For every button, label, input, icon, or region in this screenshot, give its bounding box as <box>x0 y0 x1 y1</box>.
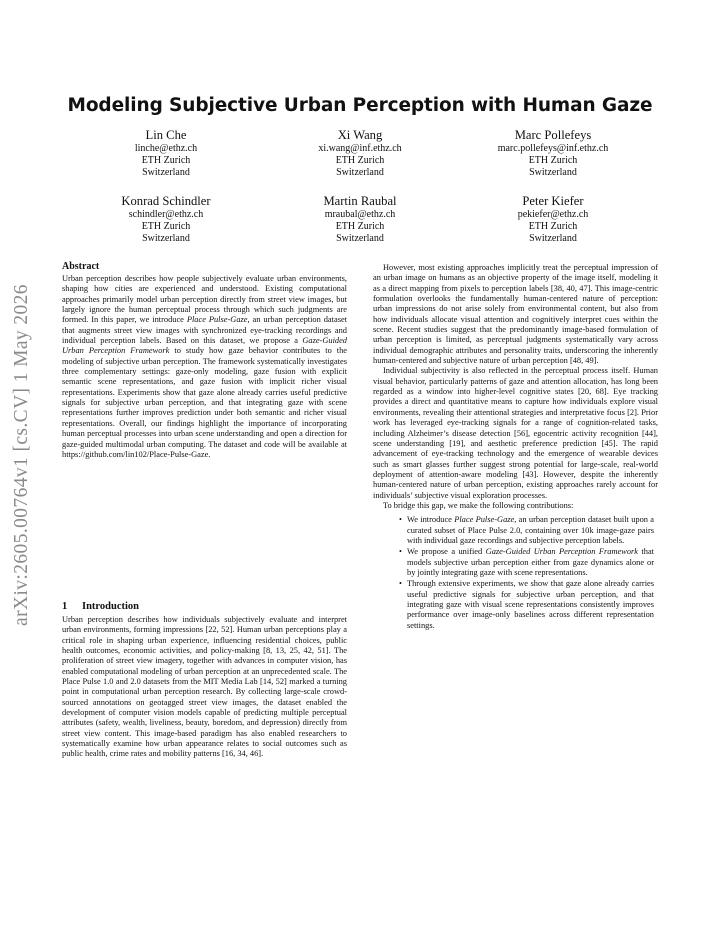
arxiv-identifier: arXiv:2605.00764v1 [cs.CV] 1 May 2026 <box>11 284 32 626</box>
author-name: Peter Kiefer <box>522 194 584 208</box>
list-item: • Through extensive experiments, we show that gaze alone already carries useful predictive signals for subjective urban perception, and that integrating gaze with visual scene representations consistently improves performance over image-only baselines across different representation settings. <box>399 579 654 630</box>
author-country: Switzerland <box>529 166 577 178</box>
body-paragraph: Individual subjectivity is also reflected in the perceptual process itself. Human visual behavior, particularly patterns of gaze and attention allocation, has long been regarded as a window into higher-level cognitive states [20, 68]. Eye tracking provides a direct and quantitative means to capture how individuals explore visual environments, revealing their attentional strategies and interpretative focus [2]. Prior work has leveraged eye-tracking signals for a range of cognition-related tasks, including Alzheimer’s disease detection [56], egocentric activity recognition [44], scene understanding [19], and aesthetic preference prediction [45]. The rapid advancement of eye-tracking technology and the emergence of wearable devices such as smart glasses further suggest strong potential for large-scale, real-world deployment of attention-aware modeling [43]. However, despite the inherently human-centered nature of urban perception, existing approaches rarely account for individuals’ subjective visual exploration processes. <box>373 366 658 500</box>
author-country: Switzerland <box>336 232 384 244</box>
abstract-section <box>62 261 347 460</box>
author-block <box>56 128 276 178</box>
body-paragraph: However, most existing approaches implicitly treat the perceptual impression of an urban image on humans as an objective property of the image itself, modeling it as a direct mapping from pixels to perception labels [38, 40, 47]. This image-centric formulation overlooks the fundamentally human-centered nature of perception: urban impressions do not arise solely from environmental content, but also from how individuals allocate visual attention and cognitively interpret cues within the scene. Recent studies suggest that the predominantly image-based formulation of urban perception is limited, as perceptual judgments systematically vary across individual demographic attributes and personality traits, underscoring the inherently human-centered and subjective nature of urban perception [48, 49]. <box>373 263 658 366</box>
author-email: mraubal@ethz.ch <box>324 209 396 220</box>
author-block <box>443 194 663 244</box>
list-item: • We introduce Place Pulse-Gaze, an urban perception dataset built upon a curated subset of Place Pulse 2.0, containing over 10k image-gaze pairs with individual gaze recordings and subjective perception labels. <box>399 515 654 545</box>
author-affiliation: ETH Zurich <box>528 154 578 166</box>
author-affiliation: ETH Zurich <box>141 220 191 232</box>
contributions-list <box>373 515 658 631</box>
abstract-heading: Abstract <box>62 261 100 272</box>
author-name: Konrad Schindler <box>121 194 211 208</box>
author-affiliation: ETH Zurich <box>528 220 578 232</box>
author-name: Martin Raubal <box>323 194 397 208</box>
author-name: Lin Che <box>145 128 187 142</box>
list-item: • We propose a unified Gaze-Guided Urban Perception Framework that models subjective urban perception either from gaze dynamics alone or by jointly integrating gaze with scene representations. <box>399 547 654 577</box>
author-country: Switzerland <box>336 166 384 178</box>
intro-paragraph: Urban perception describes how individuals subjectively evaluate and interpret urban environments, forming impressions [22, 52]. Human urban perceptions play a critical role in shaping urban experience, influencing residential choices, public health outcomes, economic activities, and policy-making [8, 13, 25, 42, 51]. The proliferation of street view imagery, together with advances in computer vision, has enabled computational modeling of urban perception at an unprecedented scale. The Place Pulse 1.0 and 2.0 datasets from the MIT Media Lab [14, 52] marked a turning point in computational urban perception research. By collecting large-scale crowd-sourced annotations on geotagged street view images, the dataset enabled the development of computer vision models capable of predicting multiple perceptual attributes (safety, wealth, liveliness, beauty, boredom, and depression) directly from street view content. This image-based paradigm has also enabled researchers to systematically examine how urban appearance relates to social outcomes such as public health, crime rates and mobility patterns [16, 34, 46]. <box>62 615 347 759</box>
paper-title: Modeling Subjective Urban Perception with Human Gaze <box>67 95 653 116</box>
author-email: marc.pollefeys@inf.ethz.ch <box>497 143 609 154</box>
author-block <box>443 128 663 178</box>
dataset-name: Place Pulse-Gaze <box>186 315 248 325</box>
author-email: schindler@ethz.ch <box>128 209 204 220</box>
bullet-icon: • <box>399 547 402 557</box>
right-column <box>373 263 658 632</box>
author-email: pekiefer@ethz.ch <box>517 209 589 220</box>
author-country: Switzerland <box>529 232 577 244</box>
author-block <box>250 194 470 244</box>
author-country: Switzerland <box>142 232 190 244</box>
body-paragraph: To bridge this gap, we make the following contributions: <box>383 500 574 510</box>
section-heading: 1 Introduction <box>62 601 139 612</box>
introduction-section <box>62 600 347 760</box>
framework-name: Gaze-Guided Urban Perception Framework <box>62 336 347 356</box>
author-name: Xi Wang <box>337 128 383 142</box>
abstract-text: Urban perception describes how people subjectively evaluate urban environments, shaping how cities are experienced and understood. Existing computational approaches primarily model urban perception directly from street view images, but largely ignore the human perceptual process through which such judgments are formed. In this paper, we introduce Place Pulse-Gaze, an urban perception dataset that augments street view images with synchronized eye-tracking recordings and individual perception labels. Based on this dataset, we propose a Gaze-Guided Urban Perception Framework to study how gaze behavior contributes to the modeling of subjective urban perception. The framework systematically investigates three complementary settings: gaze-only modeling, gaze fusion with explicit semantic scene representations, and gaze fusion with implicit richer visual representations. Experiments show that gaze alone already carries useful predictive signals for subjective urban perception, and that integrating gaze with scene representations further improves prediction under both semantic and richer visual representations. Overall, our findings highlight the importance of incorporating human perceptual processes into urban scene understanding and open a direction for gaze-guided multimodal urban computing. The dataset and code will be available at https://github.com/lin102/Place-Pulse-Gaze. <box>62 274 347 459</box>
author-block <box>250 128 470 178</box>
author-country: Switzerland <box>142 166 190 178</box>
author-block <box>56 194 276 244</box>
author-affiliation: ETH Zurich <box>335 154 385 166</box>
bullet-icon: • <box>399 515 402 525</box>
author-name: Marc Pollefeys <box>514 128 592 142</box>
author-affiliation: ETH Zurich <box>141 154 191 166</box>
author-email: xi.wang@inf.ethz.ch <box>318 143 402 154</box>
author-affiliation: ETH Zurich <box>335 220 385 232</box>
author-email: linche@ethz.ch <box>134 143 198 154</box>
bullet-icon: • <box>399 579 402 589</box>
